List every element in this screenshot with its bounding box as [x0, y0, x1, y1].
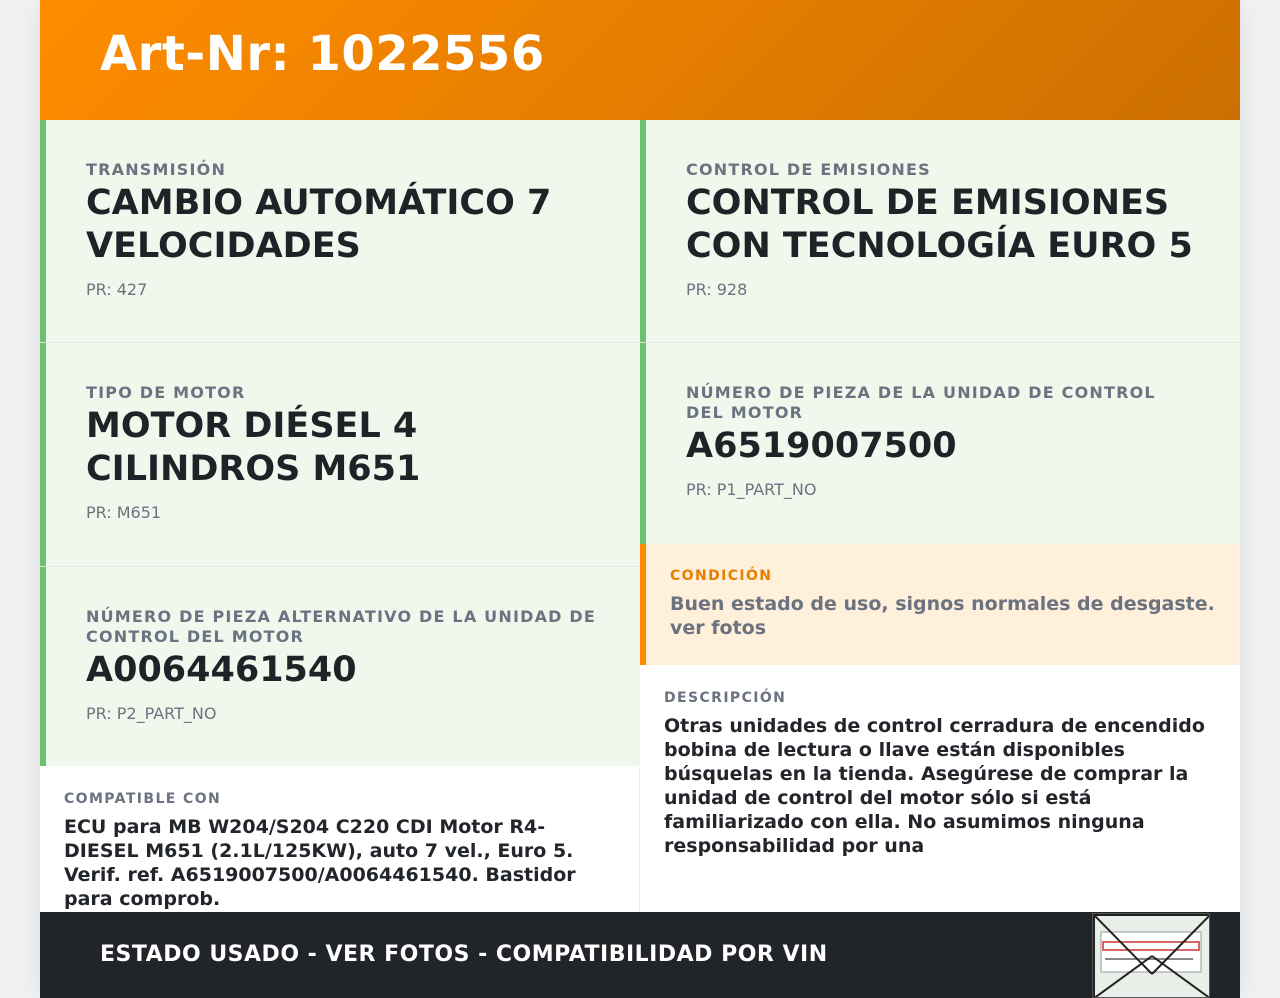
footer-note: ESTADO USADO - VER FOTOS - COMPATIBILIDAD POR VIN: [100, 942, 828, 967]
spec-label: NÚMERO DE PIEZA ALTERNATIVO DE LA UNIDAD DE CONTROL DEL MOTOR: [86, 607, 597, 646]
footer-bar: [40, 912, 1240, 998]
spec-value: MOTOR DIÉSEL 4 CILINDROS M651: [86, 406, 421, 489]
compatible-panel: [40, 767, 640, 912]
spec-value: CONTROL DE EMISIONES CON TECNOLOGÍA EURO 5: [686, 183, 1193, 266]
compatible-text: ECU para MB W204/S204 C220 CDI Motor R4-DIESEL M651 (2.1L/125KW), auto 7 vel., Euro 5. Verif. ref. A6519007500/A0064461540. Bastidor para comprob.: [64, 816, 576, 910]
row-divider: [40, 342, 1240, 343]
spec-value: A0064461540: [86, 650, 357, 690]
condition-panel: [640, 544, 1240, 665]
description-panel: [640, 666, 1240, 912]
spec-card-engine-type: [40, 343, 640, 567]
spec-card-emissions: [640, 120, 1240, 343]
spec-card-alt-part-number: [40, 567, 640, 766]
spec-label: CONTROL DE EMISIONES: [686, 160, 931, 179]
spec-label: TIPO DE MOTOR: [86, 383, 246, 402]
spec-card-part-number: [640, 343, 1240, 544]
article-number-title: Art-Nr: 1022556: [100, 26, 545, 82]
row-divider: [40, 566, 640, 567]
spec-pr-code: PR: M651: [86, 503, 162, 522]
spec-value: CAMBIO AUTOMÁTICO 7 VELOCIDADES: [86, 183, 552, 266]
part-label-photo-icon[interactable]: [1092, 913, 1210, 998]
condition-text: Buen estado de uso, signos normales de desgaste. ver fotos: [670, 593, 1215, 639]
spec-label: NÚMERO DE PIEZA DE LA UNIDAD DE CONTROL DEL MOTOR: [686, 383, 1156, 422]
spec-card-transmission: [40, 120, 640, 343]
header-banner: [40, 0, 1240, 120]
spec-pr-code: PR: 928: [686, 280, 748, 299]
spec-pr-code: PR: P1_PART_NO: [686, 480, 817, 499]
description-label: DESCRIPCIÓN: [664, 690, 787, 706]
spec-pr-code: PR: 427: [86, 280, 148, 299]
spec-pr-code: PR: P2_PART_NO: [86, 704, 217, 723]
listing-page: [40, 0, 1240, 998]
condition-label: CONDICIÓN: [670, 568, 773, 584]
spec-value: A6519007500: [686, 426, 957, 466]
description-text: Otras unidades de control cerradura de encendido bobina de lectura o llave están disponibles búsquelas en la tienda. Asegúrese de comprar la unidad de control del motor sólo si está familiarizado con ella. No asumimos ninguna responsabilidad por una: [664, 715, 1205, 857]
spec-label: TRANSMISIÓN: [86, 160, 227, 179]
compatible-label: COMPATIBLE CON: [64, 791, 222, 807]
